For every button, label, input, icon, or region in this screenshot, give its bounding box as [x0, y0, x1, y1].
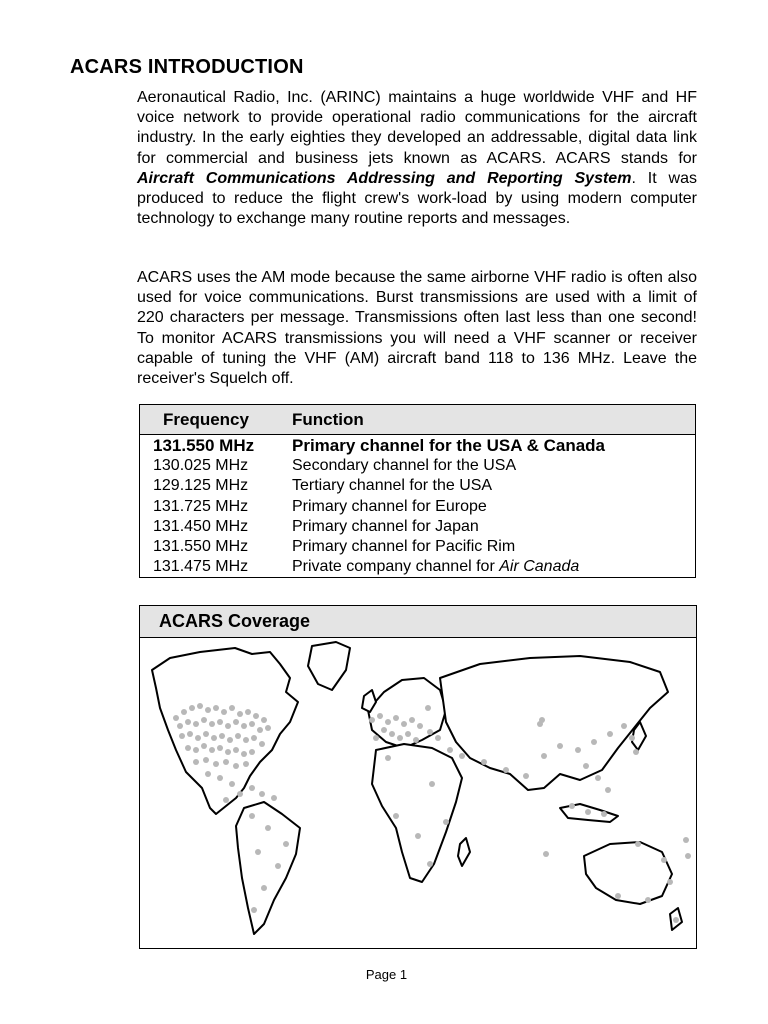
table-row	[140, 517, 695, 537]
page-number: Page 1	[365, 967, 408, 982]
acars-expansion: Aircraft Communications Addressing and Reporting System	[137, 169, 632, 187]
airline-name: Air Canada	[499, 558, 580, 576]
function-cell: Tertiary channel for the USA	[292, 477, 493, 495]
europe-landmass	[368, 678, 446, 748]
page-title: ACARS INTRODUCTION	[70, 56, 304, 78]
function-cell-text: Private company channel for	[292, 558, 500, 576]
frequency-cell: 131.550 MHz	[153, 537, 249, 555]
coverage-title: ACARS Coverage	[140, 606, 696, 638]
coverage-panel	[139, 605, 697, 949]
table-row	[140, 476, 695, 496]
table-row	[140, 537, 695, 557]
frequency-cell: 130.025 MHz	[153, 457, 249, 475]
table-row	[140, 456, 695, 476]
australia-landmass	[584, 842, 672, 904]
function-cell: Primary channel for Pacific Rim	[292, 537, 516, 555]
frequency-column-header: Frequency	[163, 410, 249, 429]
intro-p1-text-b: . It was produced to reduce the flight crew's work-load by using modern computer technology to exchange many routine reports and messages.	[137, 169, 697, 228]
frequency-table	[139, 404, 696, 578]
intro-p1-text-a: Aeronautical Radio, Inc. (ARINC) maintains a huge worldwide VHF and HF voice network to provide operational radio communications for the aircraft industry. In the early eighties they developed an addressable, digital data link for commercial and business jets known as ACARS. ACARS stands for	[137, 89, 697, 167]
south-america-landmass	[236, 802, 300, 934]
function-cell: Primary channel for Japan	[292, 517, 479, 535]
greenland-landmass	[308, 642, 350, 690]
world-map-graphic	[140, 638, 696, 948]
function-column-header: Function	[292, 410, 364, 429]
north-america-landmass	[152, 648, 298, 814]
frequency-table-header	[140, 405, 695, 435]
intro-paragraph-1	[137, 88, 697, 229]
function-cell: Primary channel for the USA & Canada	[292, 436, 606, 455]
table-row	[140, 436, 695, 456]
function-cell: Secondary channel for the USA	[292, 457, 517, 475]
frequency-cell: 131.450 MHz	[153, 517, 249, 535]
coverage-map	[140, 638, 696, 948]
africa-landmass	[372, 744, 462, 882]
frequency-cell: 131.550 MHz	[153, 436, 255, 455]
frequency-cell: 131.475 MHz	[153, 558, 249, 576]
intro-paragraph-2: ACARS uses the AM mode because the same airborne VHF radio is often also used for voice communications. Burst transmissions are used with a limit of 220 characters per message. Transmissions often last less than one second! To monitor ACARS transmissions you will need a VHF scanner or receiver capable of tuning the VHF (AM) aircraft band 118 to 136 MHz. Leave the receiver's Squelch off.	[137, 269, 697, 388]
asia-landmass	[440, 656, 668, 790]
table-row	[140, 497, 695, 517]
madagascar-landmass	[458, 838, 470, 866]
function-cell	[292, 557, 579, 577]
frequency-cell: 131.725 MHz	[153, 497, 249, 515]
table-row	[140, 557, 695, 577]
frequency-table-body	[140, 435, 695, 577]
frequency-cell: 129.125 MHz	[153, 477, 249, 495]
function-cell: Primary channel for Europe	[292, 497, 487, 515]
